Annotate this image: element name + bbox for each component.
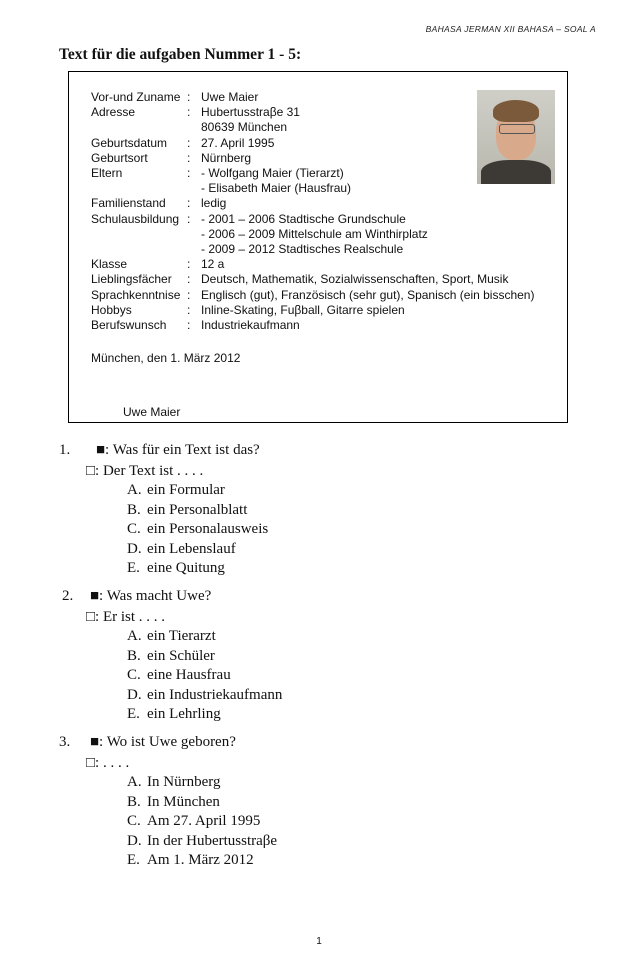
option-letter: D. <box>127 540 142 557</box>
cv-label: Lieblingsfächer <box>91 272 172 287</box>
option-text: In Nürnberg <box>147 774 221 790</box>
option-text: In München <box>147 793 220 810</box>
cv-colon: : <box>187 90 191 104</box>
cv-value: - Elisabeth Maier (Hausfrau) <box>201 181 352 196</box>
answer-option[interactable] <box>127 705 221 725</box>
cv-label: Sprachkenntnise <box>91 287 181 302</box>
option-letter: B. <box>127 647 141 664</box>
cv-value: Industriekaufmann <box>201 318 300 332</box>
option-letter: D. <box>127 686 142 703</box>
page-number: 1 <box>316 936 322 947</box>
place-date: München, den 1. März 2012 <box>91 351 241 365</box>
cv-value: 80639 München <box>201 120 288 135</box>
option-letter: E. <box>127 706 140 723</box>
option-text: ein Formular <box>147 482 225 498</box>
header-note: BAHASA JERMAN XII BAHASA – SOAL A <box>425 24 596 34</box>
cv-colon: : <box>187 166 191 180</box>
cv-label: Adresse <box>91 105 136 120</box>
option-text: ein Industriekaufmann <box>147 686 283 703</box>
answer-option[interactable] <box>127 851 254 871</box>
answer-option[interactable] <box>127 686 282 706</box>
option-text: ein Tierarzt <box>147 628 216 644</box>
option-letter: C. <box>127 521 141 538</box>
cv-label: Geburtsort <box>91 150 148 165</box>
photo-glasses <box>499 124 535 134</box>
option-text: Am 27. April 1995 <box>147 813 261 830</box>
question-text: ■: Was macht Uwe? <box>90 588 212 604</box>
photo-shirt <box>481 160 551 184</box>
cv-value: - 2001 – 2006 Stadtische Grundschule <box>201 211 406 226</box>
cv-value: - 2009 – 2012 Stadtisches Realschule <box>201 242 404 256</box>
cv-colon: : <box>187 135 191 150</box>
answer-option[interactable] <box>127 793 220 813</box>
option-letter: B. <box>127 793 141 810</box>
cv-value: Inline-Skating, Fuβball, Gitarre spielen <box>201 302 405 317</box>
option-letter: A. <box>127 628 142 644</box>
cv-colon: : <box>187 302 191 317</box>
signature: Uwe Maier <box>123 405 181 419</box>
answer-option[interactable] <box>127 812 260 832</box>
cv-value: 12 a <box>201 257 225 272</box>
question-text: ■: Wo ist Uwe geboren? <box>90 734 236 750</box>
option-text: ein Lebenslauf <box>147 540 236 557</box>
option-text: eine Quitung <box>147 560 225 577</box>
question-number: 3. <box>59 734 71 750</box>
answer-option[interactable] <box>127 647 215 667</box>
answer-option[interactable] <box>127 501 247 521</box>
cv-value: Uwe Maier <box>201 90 259 104</box>
option-text: ein Personalausweis <box>147 521 269 538</box>
answer-option[interactable] <box>127 520 268 540</box>
cv-colon: : <box>187 150 191 165</box>
option-letter: D. <box>127 832 142 849</box>
cv-label: Hobbys <box>91 302 132 317</box>
cv-label: Vor-und Zuname <box>91 90 181 104</box>
option-text: ein Schüler <box>147 647 215 664</box>
answer-option[interactable] <box>127 559 225 579</box>
option-letter: A. <box>127 482 142 498</box>
cv-colon: : <box>187 196 191 211</box>
cv-value: - Wolfgang Maier (Tierarzt) <box>201 166 344 180</box>
option-letter: E. <box>127 560 140 577</box>
cv-value: 27. April 1995 <box>201 135 275 150</box>
cv-colon: : <box>187 257 191 272</box>
answer-option[interactable] <box>127 481 225 501</box>
cv-colon: : <box>187 287 191 302</box>
cv-value: Nürnberg <box>201 150 252 165</box>
cv-value: Deutsch, Mathematik, Sozialwissenschaften, Sport, Musik <box>201 272 509 287</box>
answer-prompt: □: Der Text ist . . . . <box>86 463 204 479</box>
cv-colon: : <box>187 105 191 120</box>
option-letter: C. <box>127 667 141 684</box>
answer-option[interactable] <box>127 540 236 560</box>
question-number: 1. <box>59 442 71 458</box>
cv-box <box>68 71 568 423</box>
question-number: 2. <box>62 588 74 604</box>
option-text: ein Lehrling <box>147 706 221 723</box>
section-title: Text für die aufgaben Nummer 1 - 5: <box>59 46 302 63</box>
cv-label: Eltern <box>91 166 123 180</box>
question-text: ■: Was für ein Text ist das? <box>96 442 260 458</box>
option-letter: E. <box>127 852 140 869</box>
option-letter: B. <box>127 501 141 518</box>
cv-colon: : <box>187 211 191 226</box>
option-text: Am 1. März 2012 <box>147 852 254 869</box>
cv-label: Geburtsdatum <box>91 135 168 150</box>
cv-colon: : <box>187 318 191 332</box>
answer-option[interactable] <box>127 832 277 852</box>
photo-hair <box>493 100 539 122</box>
option-text: ein Personalblatt <box>147 501 248 518</box>
cv-value: Hubertusstraβe 31 <box>201 105 300 120</box>
profile-photo <box>477 90 555 184</box>
answer-option[interactable] <box>127 773 220 793</box>
answer-option[interactable] <box>127 627 216 647</box>
answer-prompt: □: Er ist . . . . <box>86 609 166 625</box>
cv-value: - 2006 – 2009 Mittelschule am Winthirplatz <box>201 226 428 241</box>
option-letter: C. <box>127 813 141 830</box>
answer-option[interactable] <box>127 666 231 686</box>
cv-colon: : <box>187 272 191 287</box>
answer-prompt: □: . . . . <box>86 755 130 771</box>
cv-label: Schulausbildung <box>91 211 180 226</box>
option-letter: A. <box>127 774 142 790</box>
cv-value: ledig <box>201 196 227 211</box>
option-text: In der Hubertusstraβe <box>147 832 278 849</box>
cv-label: Familienstand <box>91 196 166 211</box>
cv-label: Berufswunsch <box>91 318 167 332</box>
cv-value: Englisch (gut), Französisch (sehr gut), Spanisch (ein bisschen) <box>201 287 535 302</box>
option-text: eine Hausfrau <box>147 667 231 684</box>
cv-label: Klasse <box>91 257 128 272</box>
